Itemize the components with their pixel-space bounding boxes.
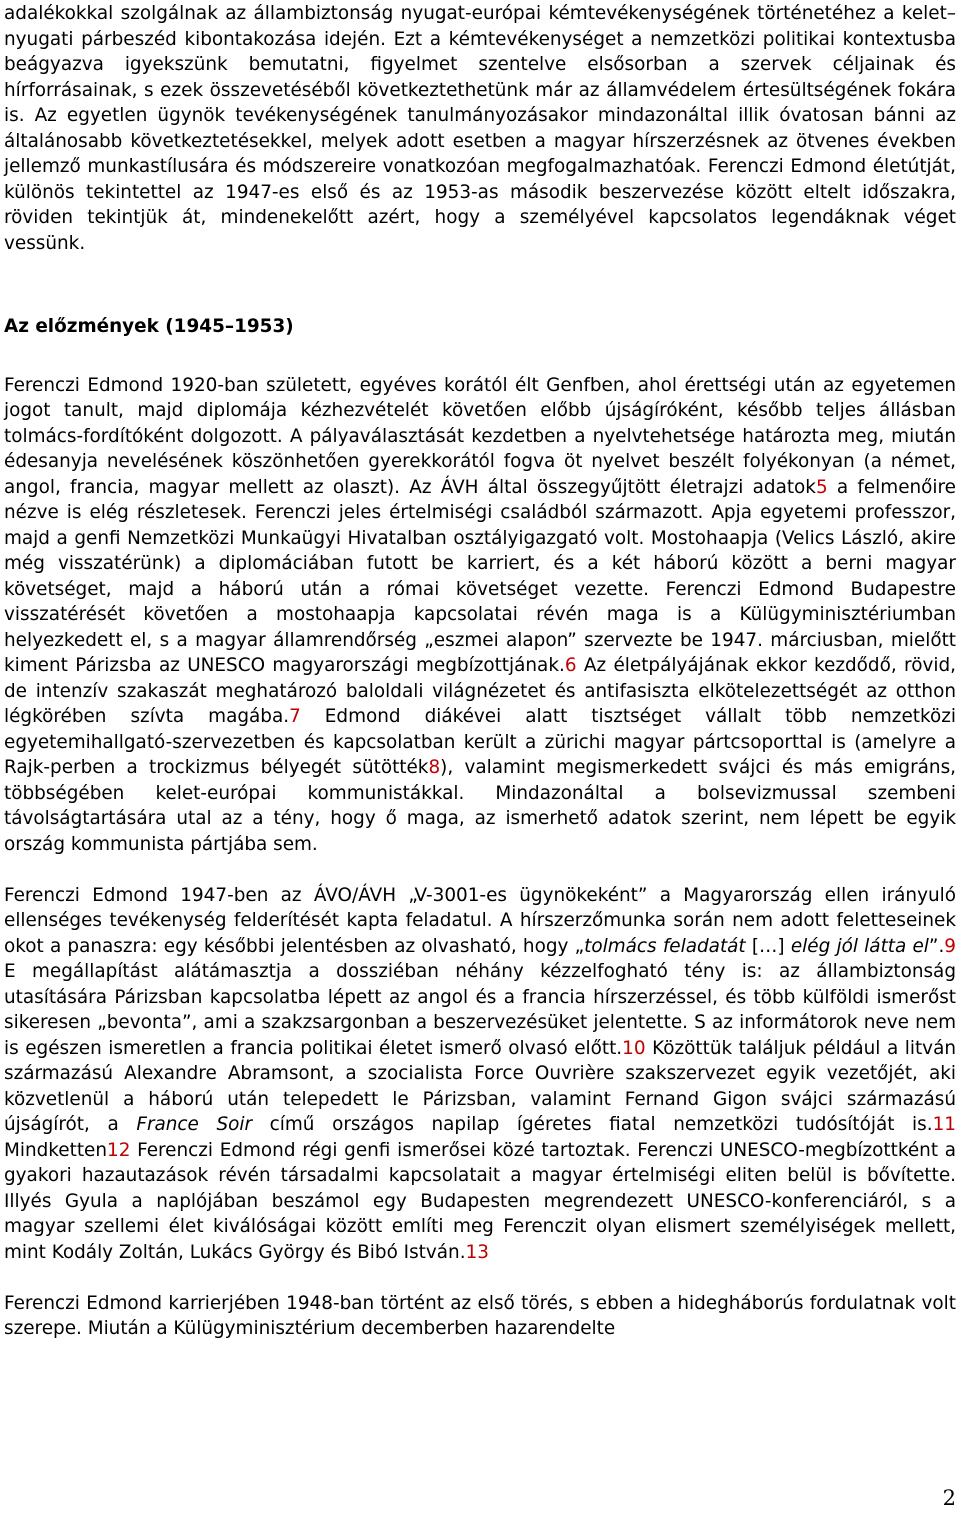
paragraph-text: Az életpályájának ekkor kezdődő, rövid, de intenzív szakaszát meghatározó baloldali világnézetet és antifasiszta elkötelezettségét az otthon légkörében szívta magába. (4, 655, 956, 727)
paragraph-p3 (4, 883, 956, 1266)
footnote-ref[interactable]: 7 (289, 706, 301, 727)
paragraph-text: adalékokkal szolgálnak az állambiztonság nyugat-európai kémtevékenységének történetéhez a kelet–nyugati párbeszéd kibontakozása idején. Ezt a kémtevékenységet a nemzetközi politikai kontextusba beágyazva igyekszünk bemutatni, figyelmet szentelve elsősorban a szervek céljainak és hírforrásainak, s ezek összevetéséből következtethetünk már az államvédelem értesültségének fokára is. Az egyetlen ügynök tevékenységének tanulmányozásakor mindazonáltal illik óvatosan bánni az általánosabb következtetésekkel, melyek adott esetben a magyar hírszerzésnek az ötvenes években jellemző munkastílusára és módszereire vonatkozóan megfogalmazhatóak. Ferenczi Edmond életútját, különös tekintettel az 1947-es első és az 1953-as második beszervezése között eltelt időszakra, röviden tekintjük át, mindenekelőtt azért, hogy a személyével kapcsolatos legendáknak véget vessünk. (4, 3, 956, 254)
section-heading: Az előzmények (1945–1953) (4, 316, 294, 337)
footnote-ref[interactable]: 10 (622, 1037, 646, 1059)
footnote-ref[interactable]: 9 (944, 935, 956, 957)
paragraph-text: Mindketten (4, 1139, 108, 1161)
paragraph-text: Ferenczi Edmond régi genfi ismerősei közé tartoztak. Ferenczi UNESCO-megbízottként a gyakori hazautazások révén társadalmi kapcsolatait a magyar értelmiségi eliten belül is bővítette. Illyés Gyula a naplójában beszámol egy Budapesten megrendezett UNESCO-konferenciáról, s a magyar szellemi élet kiválóságai között említi meg Ferenczit olyan elismert személyiségek mellett, mint Kodály Zoltán, Lukács György és Bibó István. (4, 1139, 956, 1263)
footnote-ref[interactable]: 11 (932, 1114, 956, 1135)
paragraph-text: Edmond diákévei alatt tisztséget vállalt több nemzetközi egyetemihallgató-szervezetben és kapcsolatban került a zürichi magyar pártcsoporttal is (amelyre a Rajk-perben a trockizmus bélyegét sütötték (4, 706, 956, 778)
footnote-ref[interactable]: 8 (428, 757, 441, 778)
paragraph-p2 (4, 373, 956, 858)
document-page (4, 1, 956, 1342)
italic-text: elég jól látta el (790, 935, 929, 957)
paragraph-p4 (4, 1291, 956, 1342)
paragraph-text: Ferenczi Edmond 1947-ben az ÁVO/ÁVH „V-3001-es ügynökeként” a Magyarország ellen irányuló ellenséges tevékenység felderítését kapta feladatul. A hírszerzőmunka során nem adott feletteseinek okot a panaszra: egy későbbi jelentésben az olvasható, hogy „ (4, 884, 956, 957)
paragraph-text: ”. (928, 935, 945, 957)
paragraph-text: című országos napilap ígéretes fiatal nemzetközi tudósítóját is. (252, 1114, 933, 1135)
italic-text: tolmács feladatát (584, 935, 746, 957)
italic-text: France Soir (136, 1114, 253, 1135)
paragraph-text: Közöttük találjuk például a litván származású Alexandre Abramsont, a szocialista Force Ouvrière szakszervezet egyik vezetőjét, aki közvetlenül a háború után telepedett le Párizsban, valamint Fernand Gigon svájci származású újságírót, a (4, 1037, 956, 1135)
footnote-ref[interactable]: 6 (564, 655, 577, 676)
body-section (4, 373, 956, 1342)
footnote-ref[interactable]: 13 (465, 1241, 489, 1263)
footnote-ref[interactable]: 12 (107, 1139, 131, 1161)
paragraph-text: E megállapítást alátámasztja a dossziéban néhány kézzelfogható tény is: az állambiztonság utasítására Párizsban kapcsolatba lépett az angol és a francia hírszerzéssel, és több külföldi ismerőst sikeresen „bevonta”, ami a szakzsargonban a beszervezésüket jelentette. S az informátorok neve nem is egészen ismeretlen a francia politikai életet ismerő olvasó előtt. (4, 961, 956, 1059)
paragraph-text: Ferenczi Edmond 1920-ban született, egyéves korától élt Genfben, ahol érettségi után az egyetemen jogot tanult, majd diplomája kézhezvételét követően előbb újságíróként, később teljes állásban tolmács-fordítóként dolgozott. A pályaválasztását kezdetben a nyelvtehetsége határozta meg, miután édesanyja nevelésének köszönhetően gyerekkorától fogva öt nyelvet beszélt folyékonyan (a német, angol, francia, magyar mellett az olaszt). Az ÁVH által összegyűjtött életrajzi adatok (4, 374, 956, 498)
paragraph-text: ), valamint megismerkedett svájci és más emigráns, többségében kelet-európai kommunistákkal. Mindazonáltal a bolsevizmussal szembeni távolságtartására utal az a tény, hogy ő maga, az ismerhető adatok szerint, nem lépett be egyik ország kommunista pártjába sem. (4, 757, 956, 855)
page-number: 2 (942, 1486, 956, 1510)
paragraph-text: a felmenőire nézve is elég részletesek. Ferenczi jeles értelmiségi családból származott. Apja egyetemi professzor, majd a genfi Nemzetközi Munkaügyi Hivatalban osztályigazgató volt. Mostohaapja (Velics László, akire még visszatérünk) a diplomáciában futott be karriert, és a két háború között a berni magyar követséget, majd a háború után a római követséget vezette. Ferenczi Edmond Budapestre visszatérését követően a mostohaapja kapcsolatai révén maga is a Külügyminisztériumban helyezkedett el, s a magyar államrendőrség „eszmei alapon” szervezte be 1947. márciusban, mielőtt kiment Párizsba az UNESCO magyarországi megbízottjának. (4, 476, 956, 676)
footnote-ref[interactable]: 5 (815, 476, 828, 498)
paragraph-p1 (4, 1, 956, 256)
paragraph-text: Ferenczi Edmond karrierjében 1948-ban történt az első törés, s ebben a hidegháborús fordulatnak volt szerepe. Miután a Külügyminisztérium decemberben hazarendelte (4, 1292, 956, 1339)
paragraph-text: […] (745, 935, 791, 957)
intro-section (4, 1, 956, 256)
